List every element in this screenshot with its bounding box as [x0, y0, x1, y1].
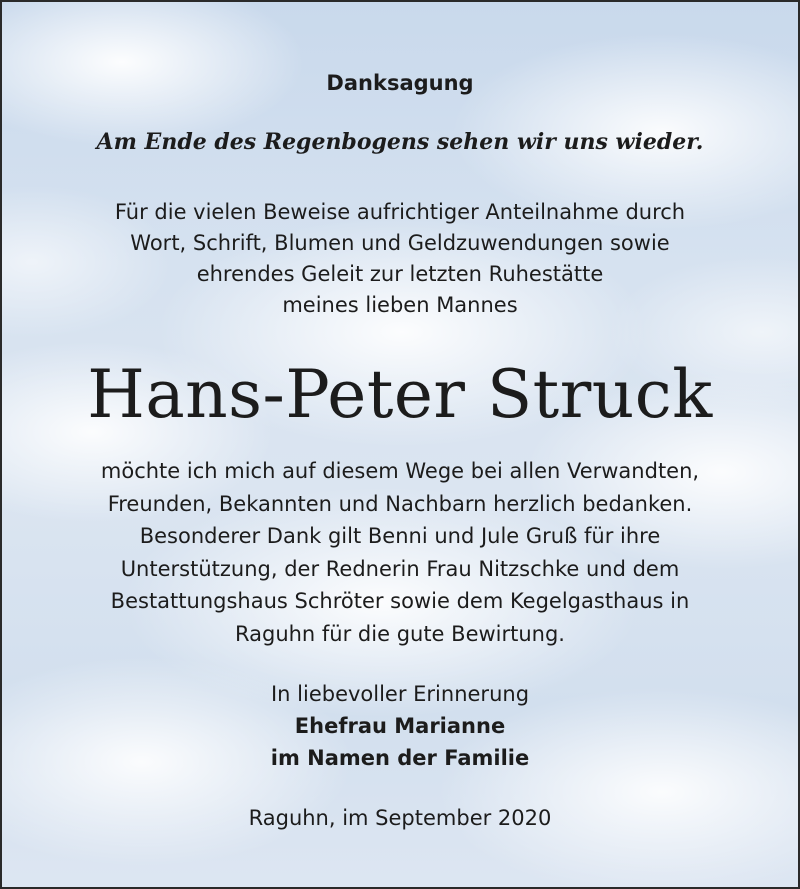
closing-family: im Namen der Familie [270, 746, 530, 770]
intro-paragraph [2, 197, 798, 321]
intro-line: Wort, Schrift, Blumen und Geldzuwendungen sowie [130, 231, 670, 255]
thanks-line: Unterstützung, der Rednerin Frau Nitzschke und dem [120, 556, 680, 581]
notice-motto: Am Ende des Regenbogens sehen wir uns wieder. [96, 129, 704, 155]
intro-line: meines lieben Mannes [282, 293, 518, 317]
closing-remembrance: In liebevoller Erinnerung [270, 682, 530, 706]
place-and-date: Raguhn, im September 2020 [248, 806, 552, 830]
intro-line: ehrendes Geleit zur letzten Ruhestätte [196, 262, 604, 286]
thanks-paragraph [2, 455, 798, 650]
deceased-name: Hans-Peter Struck [87, 356, 713, 433]
thanks-line: möchte ich mich auf diesem Wege bei allen Verwandten, [100, 459, 700, 483]
thanks-line: Freunden, Bekannten und Nachbarn herzlich bedanken. [107, 491, 693, 516]
thanks-line: Besonderer Dank gilt Benni und Jule Gruß für ihre [139, 524, 661, 548]
thanks-line: Raguhn für die gute Bewirtung. [234, 621, 565, 646]
thanks-line: Bestattungshaus Schröter sowie dem Kegelgasthaus in [110, 589, 690, 613]
closing-block [2, 678, 798, 774]
closing-signatory: Ehefrau Marianne [294, 714, 506, 738]
intro-line: Für die vielen Beweise aufrichtiger Anteilnahme durch [114, 200, 686, 224]
notice-heading: Danksagung [326, 71, 474, 95]
